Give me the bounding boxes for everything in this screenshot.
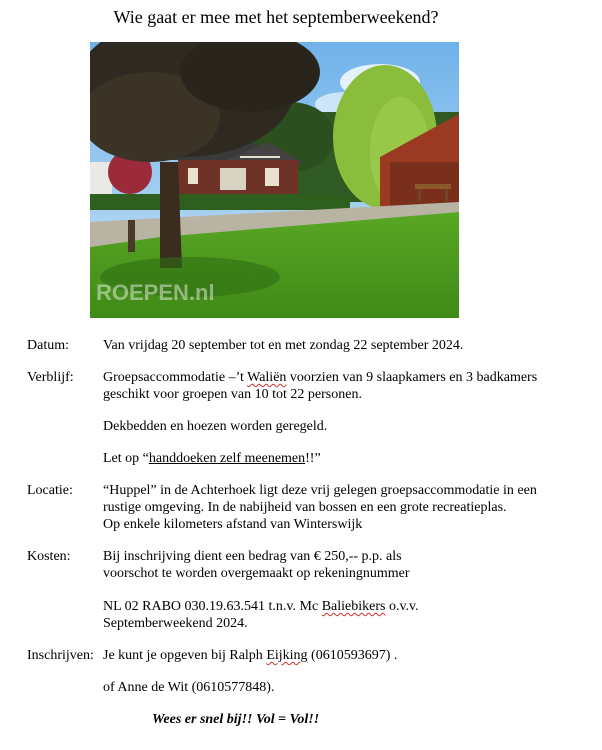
handdoeken-note: handdoeken zelf meenemen	[148, 451, 306, 466]
kosten-line2: voorschot te worden overgemaakt op rekeningnummer	[103, 566, 410, 581]
eijking-name: Eijking	[266, 648, 308, 663]
datum-text: Van vrijdag 20 september tot en met zondag 22 september 2024.	[103, 338, 464, 353]
locatie-line2: rustige omgeving. In de nabijheid van bossen en een grote recreatieplas.	[103, 500, 507, 515]
verblijf-label: Verblijf:	[27, 370, 74, 385]
kosten-line3: NL 02 RABO 030.19.63.541 t.n.v. Mc Baliebikers o.v.v.	[103, 599, 419, 614]
document-title: Wie gaat er mee met het septemberweekend?	[113, 7, 439, 27]
locatie-line1: “Huppel” in de Achterhoek ligt deze vrij gelegen groepsaccommodatie in een	[103, 483, 537, 498]
baliebikers-name: Baliebikers	[321, 599, 386, 614]
verblijf-line1: Groepsaccommodatie –’t Waliën voorzien van 9 slaapkamers en 3 badkamers	[103, 370, 538, 385]
watermark-text: ROEPEN.nl	[96, 280, 215, 305]
datum-label: Datum:	[27, 338, 69, 353]
verblijf-line4: Let op “handdoeken zelf meenemen!!”	[103, 451, 321, 466]
verblijf-line2: geschikt voor groepen van 10 tot 22 personen.	[103, 387, 362, 402]
inschrijven-line2: of Anne de Wit (0610577848).	[103, 680, 275, 695]
inschrijven-line1: Je kunt je opgeven bij Ralph Eijking (0610593697) .	[103, 648, 398, 663]
closing-slogan: Wees er snel bij!! Vol = Vol!!	[152, 712, 320, 727]
verblijf-line3: Dekbedden en hoezen worden geregeld.	[103, 419, 328, 434]
kosten-line4: Septemberweekend 2024.	[103, 616, 248, 631]
locatie-line3: Op enkele kilometers afstand van Winterswijk	[103, 517, 363, 532]
locatie-label: Locatie:	[27, 483, 73, 498]
kosten-label: Kosten:	[27, 549, 71, 564]
inschrijven-label: Inschrijven:	[27, 648, 94, 663]
walien-name: Waliën	[247, 370, 287, 385]
kosten-line1: Bij inschrijving dient een bedrag van € 250,-- p.p. als	[103, 549, 402, 564]
accommodation-photo	[90, 42, 459, 318]
